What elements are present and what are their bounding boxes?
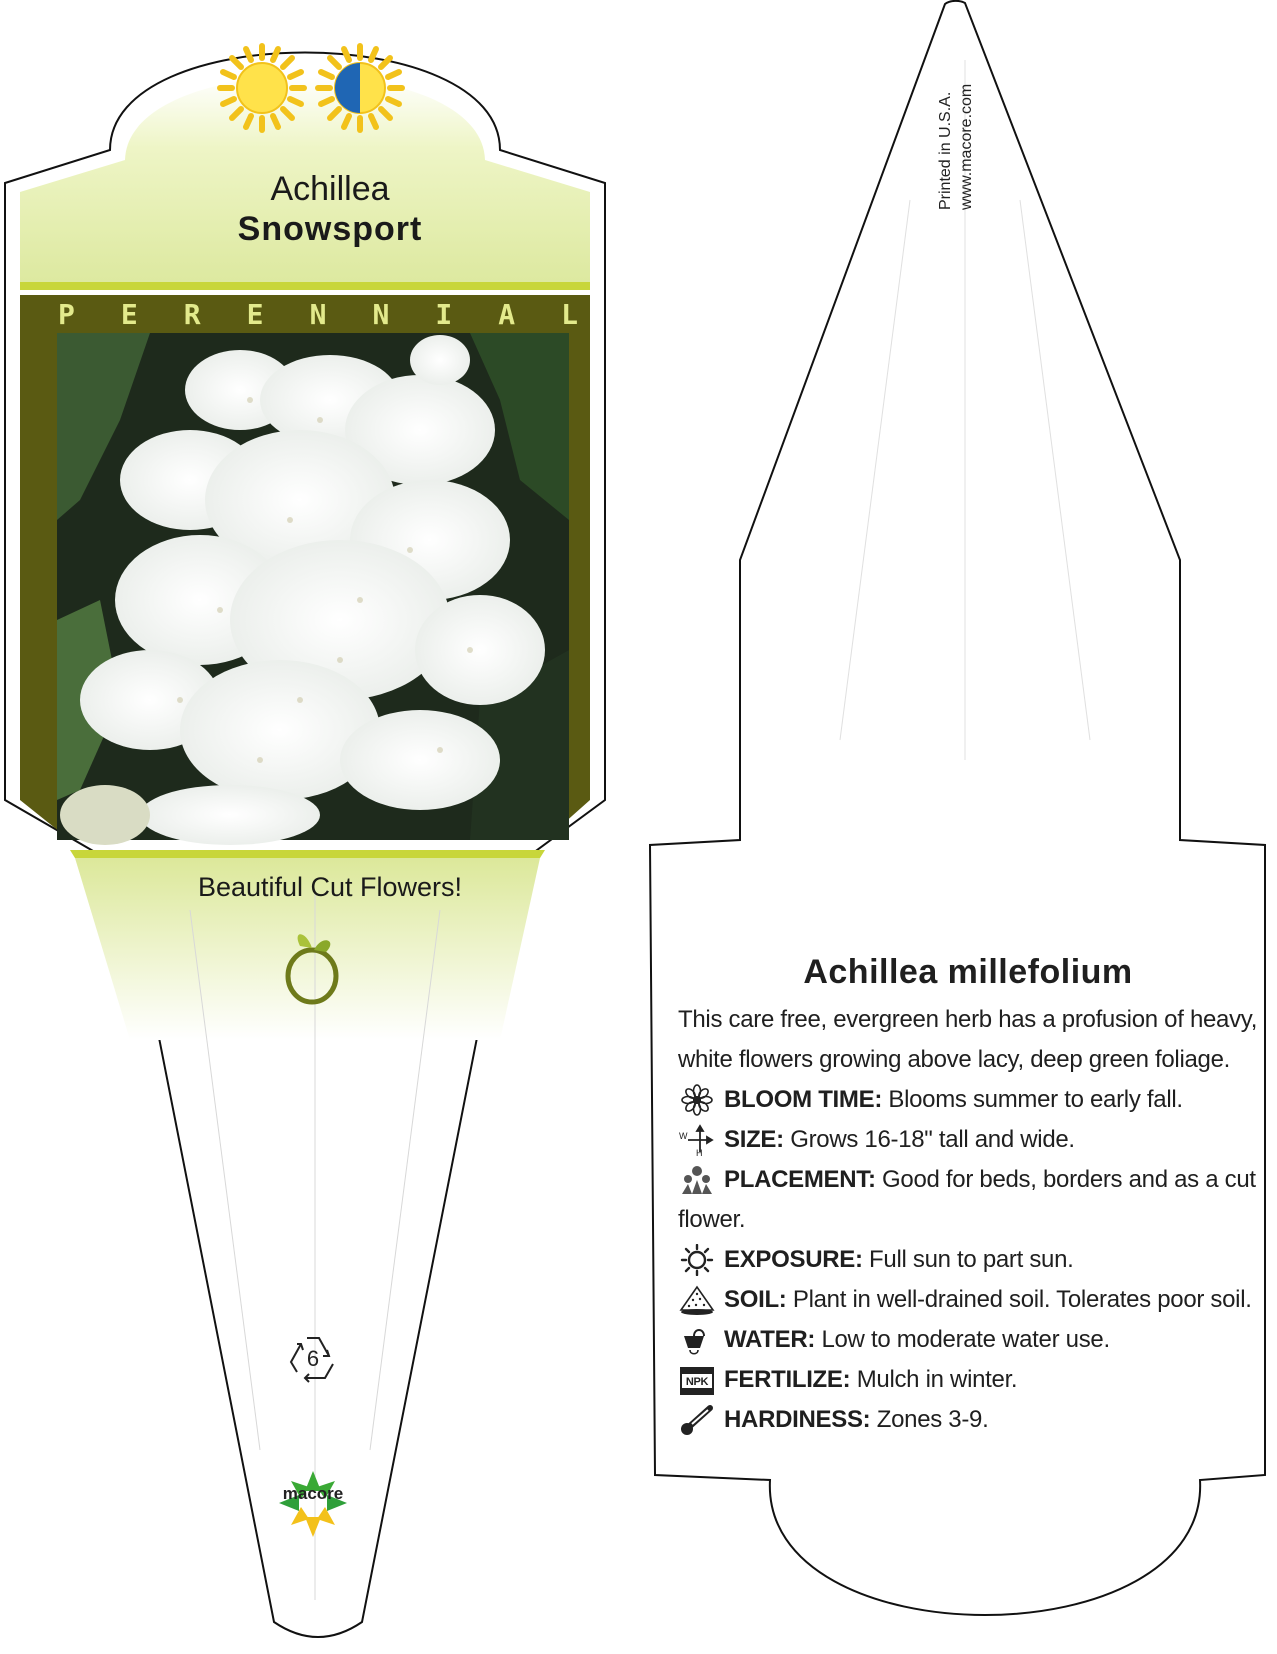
attr-placement-continuation: flower.: [678, 1206, 746, 1233]
svg-text:W: W: [679, 1131, 688, 1141]
attr-water: [678, 1320, 1258, 1360]
category-letter: E: [120, 298, 138, 331]
attr-fertilize: [678, 1360, 1258, 1400]
front-lime-band: [20, 282, 590, 290]
attr-value: Good for beds, borders and as a cut: [882, 1166, 1256, 1193]
category-letter: A: [498, 298, 516, 331]
attr-hardiness: [678, 1400, 1258, 1440]
npk-icon: [678, 1364, 716, 1396]
attr-size: [678, 1120, 1258, 1160]
plant-description: This care free, evergreen herb has a profusion of heavy, white flowers growing above lacy, deep green foliage.: [678, 1006, 1258, 1073]
attr-value: Full sun to part sun.: [869, 1246, 1074, 1273]
attr-value: Mulch in winter.: [856, 1366, 1018, 1393]
category-letter: E: [246, 298, 264, 331]
attr-bloom-time: [678, 1080, 1258, 1120]
attr-exposure: [678, 1240, 1258, 1280]
category-letter: L: [561, 298, 578, 331]
attr-label: SOIL:: [724, 1286, 787, 1313]
attr-label: EXPOSURE:: [724, 1246, 863, 1273]
attr-label: SIZE:: [724, 1126, 784, 1153]
attr-soil: [678, 1280, 1258, 1320]
attr-value: Plant in well-drained soil. Tolerates poor soil.: [792, 1286, 1252, 1313]
attr-value: Zones 3-9.: [876, 1406, 989, 1433]
soil-icon: [678, 1284, 716, 1316]
part-sun-icon: [318, 46, 402, 130]
logo-text: macore: [282, 1484, 344, 1503]
attr-value: Low to moderate water use.: [821, 1326, 1110, 1353]
placement-icon: [678, 1164, 716, 1196]
npk-text: NPK: [685, 1376, 709, 1388]
front-tag-outline: [5, 53, 605, 1638]
print-line-2: www.macore.com: [958, 83, 975, 210]
tagline: Beautiful Cut Flowers!: [197, 872, 463, 902]
category-letter: N: [372, 298, 390, 331]
flower-photo: [57, 333, 569, 845]
category-letter: I: [435, 298, 453, 331]
category-label: [58, 298, 578, 331]
attr-placement: [678, 1160, 1258, 1200]
attr-value: Blooms summer to early fall.: [888, 1086, 1183, 1113]
svg-text:H: H: [696, 1148, 703, 1156]
flower-icon: [678, 1084, 716, 1116]
full-sun-icon: [220, 46, 304, 130]
sun-icon: [678, 1244, 716, 1276]
attr-label: BLOOM TIME:: [724, 1086, 883, 1113]
size-arrows-icon: [678, 1124, 716, 1156]
attr-value: Grows 16-18" tall and wide.: [790, 1126, 1075, 1153]
category-letter: N: [309, 298, 327, 331]
attr-label: FERTILIZE:: [724, 1366, 851, 1393]
front-bottom-band: [70, 850, 545, 858]
category-letter: R: [183, 298, 201, 331]
common-name-variety: Snowsport: [237, 210, 423, 248]
category-letter: P: [58, 298, 75, 331]
common-name-genus: Achillea: [270, 170, 390, 208]
watering-can-icon: [678, 1324, 716, 1356]
recycle-number: 6: [306, 1346, 320, 1371]
thermometer-icon: [678, 1404, 716, 1436]
attr-label: HARDINESS:: [724, 1406, 871, 1433]
printer-credit: [935, 10, 977, 210]
plant-info: [678, 953, 1258, 1440]
botanical-name: Achillea millefolium: [803, 953, 1133, 991]
print-line-1: Printed in U.S.A.: [937, 91, 954, 210]
attr-label: PLACEMENT:: [724, 1166, 876, 1193]
attr-label: WATER:: [724, 1326, 816, 1353]
